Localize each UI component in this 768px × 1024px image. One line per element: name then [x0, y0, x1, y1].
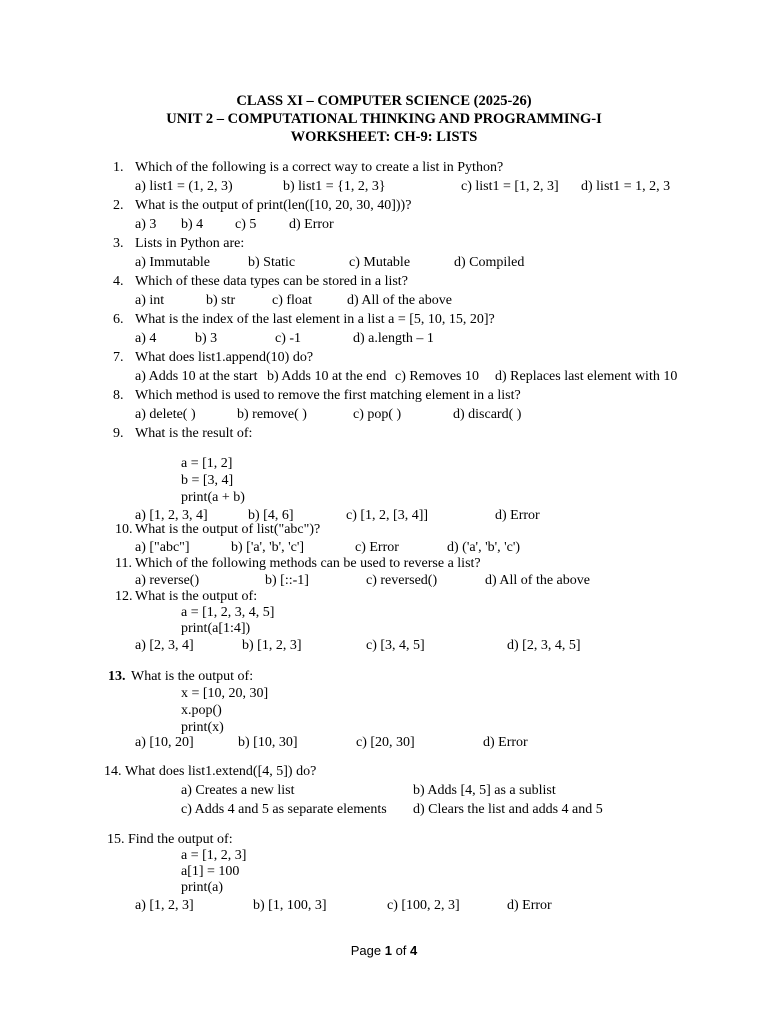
q3-option-b: b) Static: [248, 255, 296, 270]
q6-option-a: a) 4: [135, 331, 157, 346]
q13-option-a: a) [10, 20]: [135, 735, 194, 750]
q11-text: Which of the following methods can be used to reverse a list?: [135, 556, 481, 571]
q3-option-d: d) Compiled: [454, 255, 525, 270]
q12-code-line-1: a = [1, 2, 3, 4, 5]: [181, 605, 275, 620]
q14-option-c: c) Adds 4 and 5 as separate elements: [181, 802, 387, 817]
q1-option-c: c) list1 = [1, 2, 3]: [461, 179, 559, 194]
q14-text: What does list1.extend([4, 5]) do?: [125, 764, 317, 779]
q7-option-a: a) Adds 10 at the start: [135, 369, 258, 384]
q9-option-a: a) [1, 2, 3, 4]: [135, 508, 208, 523]
q8-number: 8.: [113, 388, 124, 403]
q2-number: 2.: [113, 198, 124, 213]
q10-option-d: d) ('a', 'b', 'c'): [447, 540, 521, 555]
q9-number: 9.: [113, 426, 124, 441]
q15-text: Find the output of:: [128, 832, 233, 847]
q2-option-a: a) 3: [135, 217, 157, 232]
footer-of-word: of: [395, 943, 407, 958]
q11-number: 11.: [115, 556, 132, 571]
q8-option-a: a) delete( ): [135, 407, 196, 422]
q13-option-c: c) [20, 30]: [356, 735, 415, 750]
q8-text: Which method is used to remove the first matching element in a list?: [135, 388, 521, 403]
q13-code-line-3: print(x): [181, 720, 224, 735]
page-footer: [0, 943, 768, 958]
q13-code-line-2: x.pop(): [181, 703, 222, 718]
q12-option-a: a) [2, 3, 4]: [135, 638, 194, 653]
q1-number: 1.: [113, 160, 124, 175]
q9-option-d: d) Error: [495, 508, 540, 523]
q12-text: What is the output of:: [135, 589, 258, 604]
q15-code-line-1: a = [1, 2, 3]: [181, 848, 247, 863]
q7-option-d: d) Replaces last element with 10: [495, 369, 678, 384]
q11-option-d: d) All of the above: [485, 573, 590, 588]
q12-number: 12.: [115, 589, 133, 604]
q14-number: 14.: [104, 764, 122, 779]
header-class-title: CLASS XI – COMPUTER SCIENCE (2025-26): [236, 93, 532, 109]
q1-option-a: a) list1 = (1, 2, 3): [135, 179, 233, 194]
q3-option-c: c) Mutable: [349, 255, 411, 270]
q9-code-line-2: b = [3, 4]: [181, 473, 234, 488]
q3-number: 3.: [113, 236, 124, 251]
q6-text: What is the index of the last element in a list a = [5, 10, 15, 20]?: [135, 312, 495, 327]
q7-text: What does list1.append(10) do?: [135, 350, 314, 365]
q3-text: Lists in Python are:: [135, 236, 245, 251]
footer-current-page: 1: [384, 943, 392, 958]
q14-option-d: d) Clears the list and adds 4 and 5: [413, 802, 603, 817]
q13-code-line-1: x = [10, 20, 30]: [181, 686, 269, 701]
q6-option-d: d) a.length – 1: [353, 331, 434, 346]
footer-page-word: Page: [350, 943, 382, 958]
q1-option-b: b) list1 = {1, 2, 3}: [283, 179, 386, 194]
q10-option-b: b) ['a', 'b', 'c']: [231, 540, 305, 555]
q14-option-a: a) Creates a new list: [181, 783, 295, 798]
q10-text: What is the output of list("abc")?: [135, 522, 321, 537]
q8-option-b: b) remove( ): [237, 407, 307, 422]
q4-number: 4.: [113, 274, 124, 289]
q9-code-line-3: print(a + b): [181, 490, 245, 505]
footer-total-pages: 4: [410, 943, 418, 958]
q11-option-c: c) reversed(): [366, 573, 438, 588]
q4-option-d: d) All of the above: [347, 293, 452, 308]
q15-code-line-2: a[1] = 100: [181, 864, 240, 879]
q6-option-b: b) 3: [195, 331, 218, 346]
q15-option-a: a) [1, 2, 3]: [135, 898, 194, 913]
q15-code-line-3: print(a): [181, 880, 223, 895]
header-unit-title: UNIT 2 – COMPUTATIONAL THINKING AND PROGRAMMING-I: [166, 111, 602, 127]
q2-option-b: b) 4: [181, 217, 204, 232]
q2-option-d: d) Error: [289, 217, 334, 232]
q8-option-d: d) discard( ): [453, 407, 522, 422]
q15-option-d: d) Error: [507, 898, 552, 913]
q11-option-b: b) [::-1]: [265, 573, 309, 588]
q4-option-a: a) int: [135, 293, 165, 308]
q13-option-d: d) Error: [483, 735, 528, 750]
q13-text: What is the output of:: [131, 669, 254, 684]
q2-option-c: c) 5: [235, 217, 257, 232]
q4-option-b: b) str: [206, 293, 236, 308]
q9-option-c: c) [1, 2, [3, 4]]: [346, 508, 429, 523]
q15-number: 15.: [107, 832, 125, 847]
q9-text: What is the result of:: [135, 426, 253, 441]
q9-code-line-1: a = [1, 2]: [181, 456, 233, 471]
q11-option-a: a) reverse(): [135, 573, 200, 588]
q2-text: What is the output of print(len([10, 20, 30, 40]))?: [135, 198, 412, 213]
q12-option-b: b) [1, 2, 3]: [242, 638, 302, 653]
q9-option-b: b) [4, 6]: [248, 508, 294, 523]
q13-option-b: b) [10, 30]: [238, 735, 298, 750]
q12-option-c: c) [3, 4, 5]: [366, 638, 425, 653]
q4-option-c: c) float: [272, 293, 313, 308]
q3-option-a: a) Immutable: [135, 255, 211, 270]
q8-option-c: c) pop( ): [353, 407, 402, 422]
q15-option-b: b) [1, 100, 3]: [253, 898, 327, 913]
q7-number: 7.: [113, 350, 124, 365]
q12-code-line-2: print(a[1:4]): [181, 621, 251, 636]
q10-number: 10.: [115, 522, 133, 537]
q13-number: 13.: [108, 669, 126, 684]
q10-option-c: c) Error: [355, 540, 399, 555]
q1-text: Which of the following is a correct way to create a list in Python?: [135, 160, 504, 175]
q10-option-a: a) ["abc"]: [135, 540, 190, 555]
header-worksheet-title: WORKSHEET: CH-9: LISTS: [290, 129, 478, 145]
q4-text: Which of these data types can be stored in a list?: [135, 274, 408, 289]
q7-option-b: b) Adds 10 at the end: [267, 369, 387, 384]
q6-option-c: c) -1: [275, 331, 302, 346]
q1-option-d: d) list1 = 1, 2, 3: [581, 179, 671, 194]
q6-number: 6.: [113, 312, 124, 327]
q14-option-b: b) Adds [4, 5] as a sublist: [413, 783, 556, 798]
q12-option-d: d) [2, 3, 4, 5]: [507, 638, 581, 653]
q7-option-c: c) Removes 10: [395, 369, 479, 384]
q15-option-c: c) [100, 2, 3]: [387, 898, 460, 913]
